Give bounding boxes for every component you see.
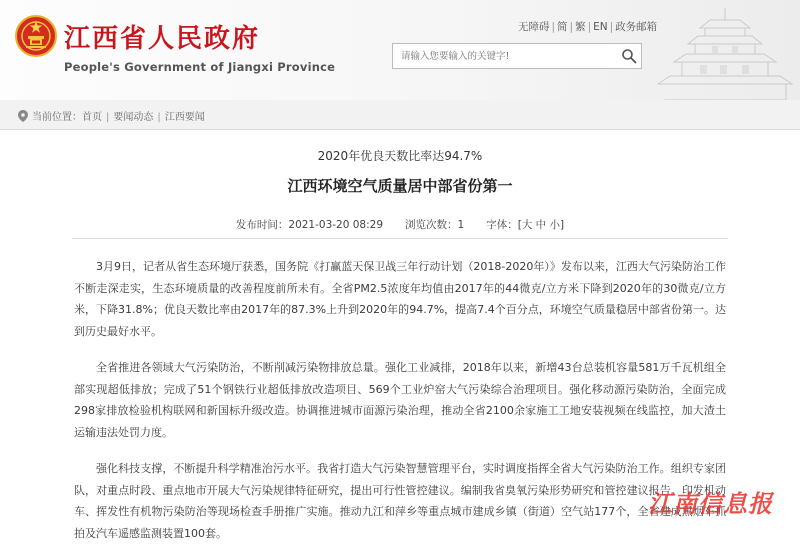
views-count: 1 xyxy=(457,219,465,231)
site-header xyxy=(0,0,800,100)
search-icon[interactable] xyxy=(621,48,637,64)
breadcrumb-label: 当前位置： xyxy=(32,112,82,123)
font-small-button[interactable]: 小 xyxy=(549,219,560,231)
font-size-label: 字体： xyxy=(486,219,518,231)
simplified-chinese-link[interactable]: 简 xyxy=(557,21,568,33)
publish-label: 发布时间： xyxy=(235,219,289,231)
article-paragraph: 全省推进各领域大气污染防治，不断削减污染物排放总量。强化工业减排，2018年以来，新增43台总装机容量581万千瓦机组全部实现超低排放；完成了51个钢铁行业超低排放改造项目、569个工业炉窑大气污染综合治理项目。强化移动源污染防治，全面完成298家排放检验机构联网和新国标升级改造。协调推进城市面源污染治理，推动全省2100余家施工工地安装视频在线监控，加大渣土运输违法处罚力度。 xyxy=(74,361,726,439)
breadcrumb-home[interactable]: 首页 xyxy=(82,112,102,123)
font-bracket-close: ] xyxy=(560,219,565,231)
search-input[interactable] xyxy=(393,44,613,68)
article-body xyxy=(74,256,726,559)
breadcrumb-jiangxi-news[interactable]: 江西要闻 xyxy=(164,112,205,123)
search-box xyxy=(392,43,642,69)
tower-illustration xyxy=(650,0,800,100)
site-title[interactable]: 江西省人民政府 xyxy=(64,24,261,54)
gov-mail-link[interactable]: 政务邮箱 xyxy=(615,21,658,33)
location-pin-icon xyxy=(18,110,28,122)
article-headline: 江西环境空气质量居中部省份第一 xyxy=(287,177,513,195)
font-bracket-open: [ xyxy=(517,219,522,231)
font-large-button[interactable]: 大 xyxy=(521,219,533,231)
breadcrumb: 当前位置：首页 | 要闻动态 | 江西要闻 xyxy=(18,108,205,123)
article-paragraph: 3月9日，记者从省生态环境厅获悉，国务院《打赢蓝天保卫战三年行动计划（2018-2020年）》发布以来，江西大气污染防治工作不断走深走实，生态环境质量的改善程度前所未有。全省PM2.5浓度年均值由2017年的44微克/立方米下降到2020年的30微克/立方米，下降31.8%；优良天数比率由2017年的87.3%上升到2020年的94.7%，提高7.4个百分点，环境空气质量稳居中部省份第一。达到历史最好水平。 xyxy=(74,260,726,338)
accessibility-link[interactable]: 无障碍 xyxy=(518,21,550,33)
traditional-chinese-link[interactable]: 繁 xyxy=(575,21,586,33)
article-subhead: 2020年优良天数比率达94.7% xyxy=(317,149,483,163)
site-subtitle: People's Government of Jiangxi Province xyxy=(64,60,336,74)
breadcrumb-news[interactable]: 要闻动态 xyxy=(113,112,154,123)
top-links: 无障碍 | 简 | 繁 | EN | 政务邮箱 xyxy=(518,21,658,33)
font-medium-button[interactable]: 中 xyxy=(535,219,547,231)
watermark-logo: 江南信息报 xyxy=(648,489,773,518)
english-link[interactable]: EN xyxy=(593,21,608,33)
publish-time: 2021-03-20 08:29 xyxy=(288,219,384,231)
national-emblem-icon xyxy=(14,14,58,58)
article-meta xyxy=(0,217,800,232)
views-label: 浏览次数： xyxy=(405,219,458,231)
breadcrumb-bar xyxy=(0,100,800,130)
article-paragraph: 强化科技支撑，不断提升科学精准治污水平。我省打造大气污染智慧管理平台，实时调度指挥全省大气污染防治工作。组织专家团队，对重点时段、重点地市开展大气污染规律特征研究，提出可行性管控建议。编制我省臭氧污染形势研究和管控建议报告。印发机动车、挥发性有机物污染防治等现场检查手册推广实施。推动九江和萍乡等重点城市建成乡镇（街道）空气站177个，全省建成黑烟车抓拍及汽车遥感监测装置100套。 xyxy=(74,462,726,540)
meta-divider xyxy=(72,238,728,239)
